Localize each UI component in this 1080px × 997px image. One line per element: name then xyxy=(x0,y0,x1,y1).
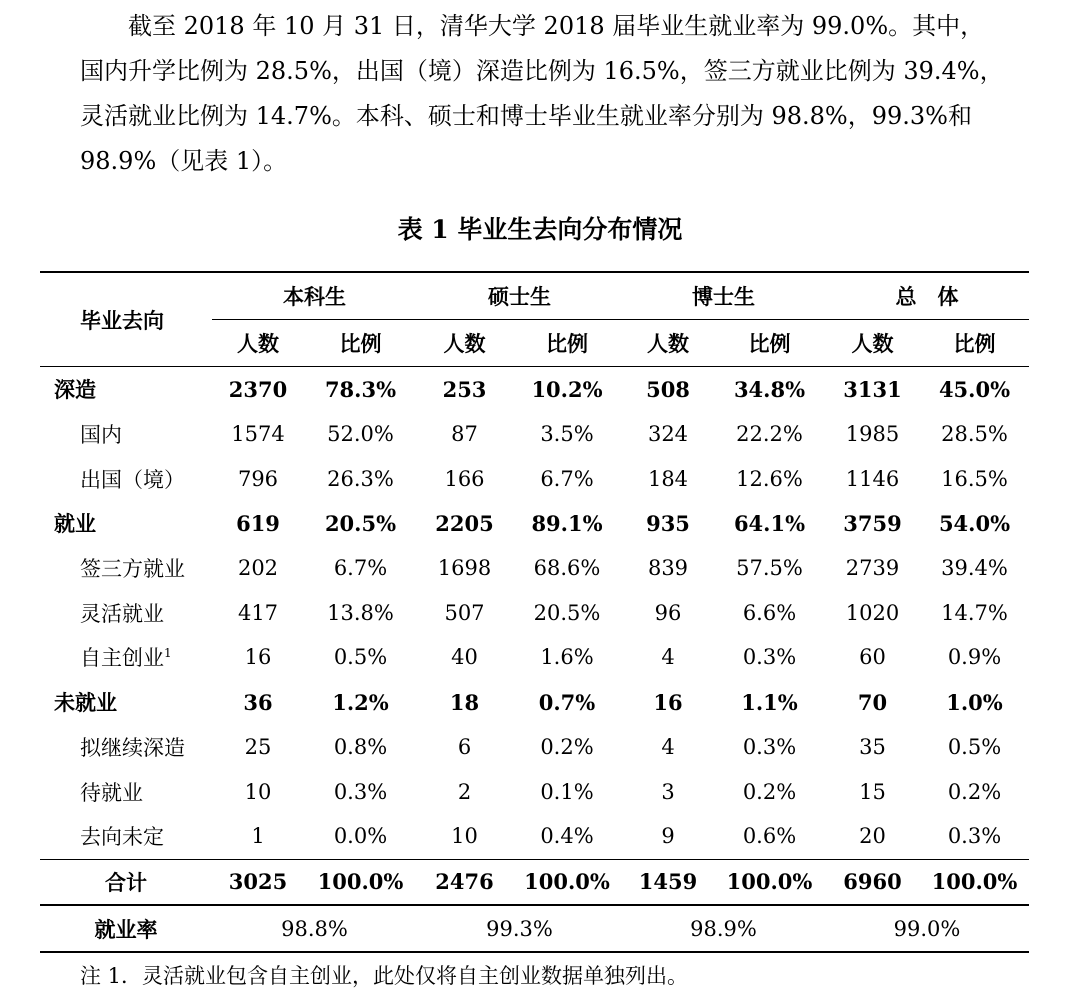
table-cell: 0.1% xyxy=(540,779,594,804)
table-cell: 0.2% xyxy=(742,779,797,804)
table-cell: 0.2% xyxy=(947,779,1002,804)
table-cell: 20 xyxy=(859,824,886,849)
table-caption: 表 1 毕业生去向分布情况 xyxy=(397,215,683,244)
table-cell: 6960 xyxy=(843,869,902,895)
table-cell: 507 xyxy=(444,600,485,625)
table-cell: 2205 xyxy=(435,510,494,536)
row-label-text: 深造 xyxy=(54,377,96,403)
table-cell: 1.2% xyxy=(332,689,389,715)
table-cell: 16.5% xyxy=(941,466,1008,491)
table-cell: 3759 xyxy=(843,510,902,536)
table-cell: 10 xyxy=(244,779,272,804)
table-cell: 14.7% xyxy=(941,600,1008,625)
table-cell: 4 xyxy=(661,645,675,670)
table-cell: 935 xyxy=(646,510,690,536)
table-cell: 6.6% xyxy=(742,600,797,625)
table-cell: 28.5% xyxy=(941,422,1008,447)
table-cell: 839 xyxy=(647,556,689,581)
table-cell: 25 xyxy=(244,734,272,759)
table-cell: 52.0% xyxy=(327,422,394,447)
table-cell: 9 xyxy=(661,824,675,849)
employment-rate-value: 99.3% xyxy=(486,916,553,941)
paragraph-line: 国内升学比例为 28.5%，出国（境）深造比例为 16.5%，签三方就业比例为 39.4%， xyxy=(80,57,1004,85)
table-cell: 13.8% xyxy=(327,600,394,625)
row-label xyxy=(40,814,212,859)
table-cell: 64.1% xyxy=(733,510,806,536)
row-label-text: 未就业 xyxy=(54,690,117,716)
table-cell: 68.6% xyxy=(533,556,601,581)
header-count: 人数 xyxy=(443,331,486,356)
table-row xyxy=(40,456,1029,501)
table-cell: 2476 xyxy=(435,869,494,895)
header-group-doctor: 博士生 xyxy=(622,272,825,320)
table-cell: 0.0% xyxy=(333,824,388,849)
table-cell: 0.5% xyxy=(947,734,1002,759)
header-count: 人数 xyxy=(237,331,279,356)
table-cell: 1574 xyxy=(231,422,285,447)
table-row xyxy=(40,501,1029,546)
table-cell: 1.0% xyxy=(946,689,1003,715)
table-cell: 0.3% xyxy=(742,734,797,759)
table-cell: 0.2% xyxy=(540,734,594,759)
total-label: 合计 xyxy=(105,869,147,895)
table-cell: 60 xyxy=(859,645,886,670)
table-cell: 0.5% xyxy=(333,645,388,670)
table-cell: 0.9% xyxy=(947,645,1002,670)
table-cell: 35 xyxy=(859,734,886,759)
row-label-text: 灵活就业 xyxy=(80,601,164,626)
table-cell: 0.8% xyxy=(333,734,388,759)
employment-rate-value: 98.9% xyxy=(690,916,757,941)
table-cell: 0.6% xyxy=(742,824,797,849)
table-cell: 6 xyxy=(457,734,472,759)
employment-rate-row xyxy=(40,905,1029,952)
table-cell: 78.3% xyxy=(324,376,397,402)
paragraph-line: 灵活就业比例为 14.7%。本科、硕士和博士毕业生就业率分别为 98.8%，99.3%和 xyxy=(80,102,972,130)
table-cell: 1459 xyxy=(638,869,698,895)
employment-rate-value: 98.8% xyxy=(281,916,348,941)
table-cell: 36 xyxy=(243,689,273,715)
table-cell: 70 xyxy=(857,689,888,715)
table-cell: 1.6% xyxy=(540,645,594,670)
table-cell: 20.5% xyxy=(324,510,397,536)
table-cell: 15 xyxy=(859,779,886,804)
footnote-marker: 1 xyxy=(164,646,172,661)
header-group-total: 总 体 xyxy=(825,272,1029,320)
table-cell: 3131 xyxy=(843,376,902,402)
row-label-text: 自主创业 xyxy=(80,646,164,671)
employment-rate-value: 99.0% xyxy=(893,916,961,941)
table-cell: 54.0% xyxy=(938,510,1011,536)
table-cell: 26.3% xyxy=(327,466,394,491)
row-label xyxy=(40,456,212,501)
table-cell: 202 xyxy=(237,556,279,581)
table-row xyxy=(40,635,1029,680)
row-label xyxy=(40,501,212,546)
table-cell: 0.4% xyxy=(540,824,594,849)
row-label-text: 就业 xyxy=(54,511,96,537)
header-group-master: 硕士生 xyxy=(417,272,622,320)
header-ratio: 比例 xyxy=(339,331,382,356)
table-row xyxy=(40,680,1029,725)
table-cell: 1698 xyxy=(437,556,492,581)
intro-paragraph xyxy=(80,4,1020,184)
row-label xyxy=(40,590,212,635)
graduate-destination-table xyxy=(40,271,1029,953)
table-row xyxy=(40,769,1029,814)
table-cell: 508 xyxy=(646,376,690,402)
table-cell: 0.3% xyxy=(947,824,1002,849)
table-row xyxy=(40,412,1029,457)
header-ratio: 比例 xyxy=(546,331,588,356)
header-group-undergrad: 本科生 xyxy=(212,272,417,320)
table-cell: 0.3% xyxy=(742,645,797,670)
table-cell: 1020 xyxy=(845,600,900,625)
row-label xyxy=(40,769,212,814)
row-label xyxy=(40,725,212,770)
row-label xyxy=(40,635,212,680)
table-cell: 10 xyxy=(451,824,478,849)
row-label-text: 拟继续深造 xyxy=(80,735,185,760)
paragraph-line: 98.9%（见表 1）。 xyxy=(80,147,288,175)
table-cell: 3025 xyxy=(228,869,288,895)
table-cell: 619 xyxy=(236,510,280,536)
table-cell: 100.0% xyxy=(726,869,813,895)
table-cell: 796 xyxy=(237,466,279,491)
footnote: 注 1．灵活就业包含自主创业，此处仅将自主创业数据单独列出。 xyxy=(80,964,689,988)
table-cell: 0.7% xyxy=(538,689,596,715)
table-cell: 253 xyxy=(442,376,487,402)
table-cell: 417 xyxy=(237,600,279,625)
row-label-text: 出国（境） xyxy=(80,467,185,492)
row-label-text: 去向未定 xyxy=(80,825,164,850)
table-cell: 96 xyxy=(654,600,682,625)
table-cell: 0.3% xyxy=(333,779,388,804)
table-cell: 184 xyxy=(647,466,689,491)
table-cell: 1985 xyxy=(845,422,900,447)
header-count: 人数 xyxy=(851,331,894,356)
table-cell: 4 xyxy=(661,734,675,759)
table-cell: 1 xyxy=(251,824,265,849)
table-cell: 12.6% xyxy=(736,466,803,491)
row-label xyxy=(40,680,212,725)
table-cell: 100.0% xyxy=(317,869,404,895)
table-cell: 2370 xyxy=(228,376,288,402)
table-cell: 3 xyxy=(661,779,675,804)
row-label xyxy=(40,546,212,591)
table-cell: 3.5% xyxy=(540,422,594,447)
table-cell: 40 xyxy=(451,645,478,670)
row-label-text: 签三方就业 xyxy=(80,557,185,582)
table-row xyxy=(40,725,1029,770)
header-ratio: 比例 xyxy=(953,331,996,356)
table-cell: 6.7% xyxy=(540,466,594,491)
table-cell: 6.7% xyxy=(333,556,388,581)
table-cell: 22.2% xyxy=(736,422,803,447)
table-cell: 45.0% xyxy=(938,376,1011,402)
table-cell: 20.5% xyxy=(533,600,601,625)
row-label xyxy=(40,367,212,412)
table-row xyxy=(40,367,1029,412)
table-cell: 10.2% xyxy=(531,376,603,402)
table-cell: 34.8% xyxy=(733,376,806,402)
table-cell: 57.5% xyxy=(736,556,803,581)
table-cell: 16 xyxy=(653,689,683,715)
table-cell: 166 xyxy=(444,466,485,491)
row-label-text: 国内 xyxy=(80,423,122,448)
header-ratio: 比例 xyxy=(748,331,791,356)
table-cell: 18 xyxy=(449,689,480,715)
table-cell: 39.4% xyxy=(941,556,1008,581)
paragraph-line: 截至 2018 年 10 月 31 日，清华大学 2018 届毕业生就业率为 99.0%。其中， xyxy=(128,12,985,40)
row-label xyxy=(40,412,212,457)
row-label-text: 待就业 xyxy=(80,780,143,805)
table-row xyxy=(40,546,1029,591)
table-cell: 1146 xyxy=(845,466,900,491)
header-count: 人数 xyxy=(647,331,689,356)
table-cell: 87 xyxy=(451,422,478,447)
table-cell: 100.0% xyxy=(931,869,1018,895)
table-cell: 100.0% xyxy=(524,869,610,895)
table-row xyxy=(40,590,1029,635)
employment-rate-label: 就业率 xyxy=(94,916,158,942)
table-cell: 2 xyxy=(457,779,472,804)
table-row xyxy=(40,814,1029,859)
table-cell: 16 xyxy=(244,645,272,670)
table-cell: 324 xyxy=(647,422,689,447)
table-cell: 1.1% xyxy=(741,689,798,715)
total-row xyxy=(40,859,1029,905)
table-cell: 89.1% xyxy=(531,510,603,536)
table-cell: 2739 xyxy=(845,556,900,581)
header-direction: 毕业去向 xyxy=(80,307,164,333)
